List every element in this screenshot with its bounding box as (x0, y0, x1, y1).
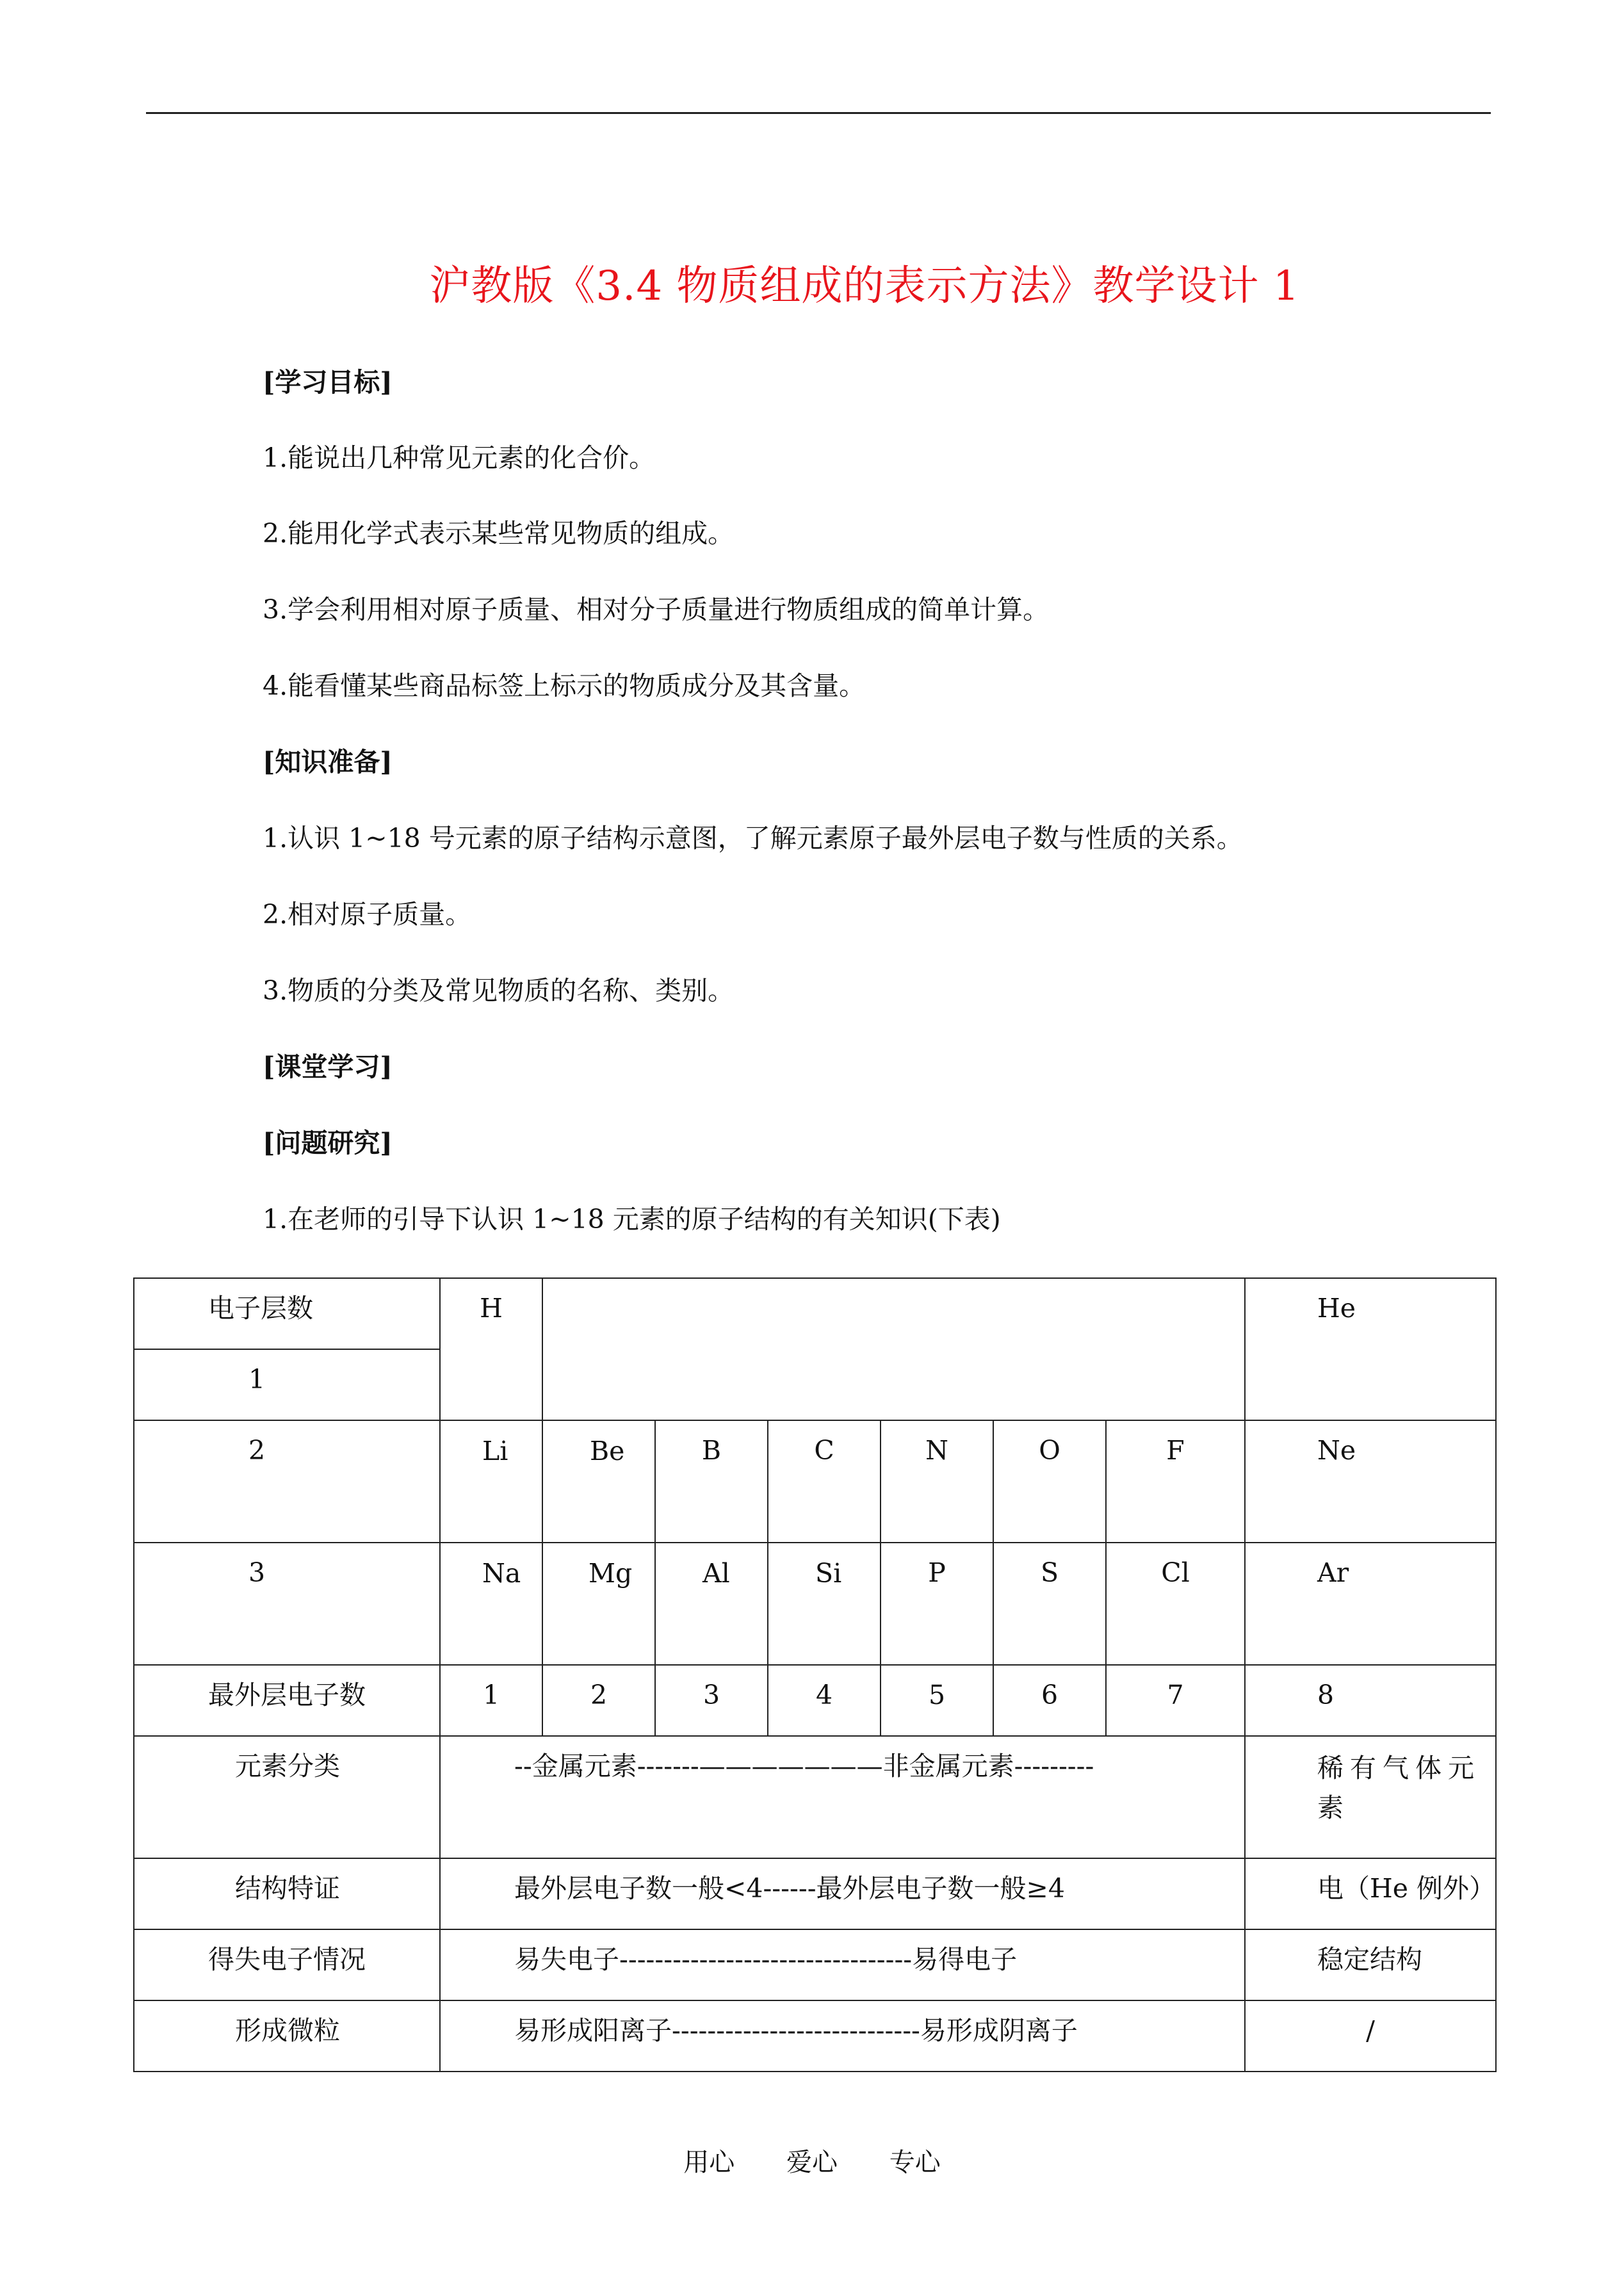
outer-electron-count: 8 (1317, 1680, 1335, 1710)
element-symbol: O (1039, 1435, 1060, 1466)
table-cell (134, 1858, 440, 1929)
table-cell (655, 1543, 768, 1665)
table-cell (1245, 2000, 1496, 2072)
table-cell (440, 1420, 542, 1543)
outer-electron-count: 6 (1041, 1680, 1059, 1710)
element-symbol: He (1317, 1293, 1356, 1324)
table-cell (655, 1665, 768, 1736)
table-cell (440, 1736, 1245, 1858)
row-number: 1 (248, 1364, 266, 1395)
formed-particle: 易形成阳离子----------------------------易形成阴离子 (514, 2015, 1078, 2046)
outer-electron-count: 7 (1167, 1680, 1184, 1710)
research-item: 1.在老师的引导下认识 1~18 元素的原子结构的有关知识(下表) (263, 1204, 1001, 1235)
prep-item: 3.物质的分类及常见物质的名称、类别。 (263, 975, 735, 1006)
element-symbol: S (1040, 1557, 1059, 1588)
table-cell (881, 1420, 993, 1543)
element-symbol: Ar (1317, 1557, 1349, 1588)
table-cell (768, 1420, 881, 1543)
table-cell (134, 1278, 440, 1349)
atomic-structure-table (133, 1277, 1497, 2072)
element-symbol: Si (815, 1558, 842, 1589)
table-cell (768, 1665, 881, 1736)
structure-feature: 最外层电子数一般<4------最外层电子数一般≥4 (514, 1873, 1065, 1904)
table-cell (1245, 1420, 1496, 1543)
table-cell (542, 1420, 655, 1543)
table-cell (440, 1665, 542, 1736)
table-cell (1245, 1736, 1496, 1858)
structure-feature-noble: 电（He 例外） (1317, 1873, 1496, 1904)
goal-item: 1.能说出几种常见元素的化合价。 (263, 442, 656, 473)
goal-item: 2.能用化学式表示某些常见物质的组成。 (263, 518, 735, 549)
element-symbol: F (1166, 1435, 1185, 1466)
table-cell (542, 1278, 1245, 1420)
table-cell (1245, 1858, 1496, 1929)
table-cell (134, 1420, 440, 1543)
row-label: 元素分类 (235, 1751, 340, 1781)
footer-text: 爱心 (786, 2148, 838, 2177)
goals-heading: [学习目标] (263, 367, 393, 398)
row-label: 形成微粒 (235, 2015, 340, 2046)
element-symbol: Li (482, 1436, 508, 1466)
electron-gain-loss-noble: 稳定结构 (1317, 1944, 1422, 1975)
outer-electron-count: 1 (482, 1680, 500, 1710)
electron-gain-loss: 易失电子---------------------------------易得电子 (514, 1944, 1018, 1975)
element-symbol: H (480, 1293, 503, 1324)
research-heading: [问题研究] (263, 1128, 393, 1158)
prep-item: 1.认识 1~18 号元素的原子结构示意图，了解元素原子最外层电子数与性质的关系。 (263, 823, 1243, 854)
element-symbol: Al (702, 1558, 730, 1589)
table-cell (1245, 1543, 1496, 1665)
prep-heading: [知识准备] (263, 747, 393, 777)
table-cell (1106, 1420, 1245, 1543)
table-cell (1106, 1543, 1245, 1665)
element-classification: --金属元素-------———————非金属元素--------- (514, 1751, 1094, 1781)
table-cell (655, 1420, 768, 1543)
table-cell (134, 1929, 440, 2000)
table-cell (542, 1543, 655, 1665)
element-symbol: Cl (1161, 1557, 1190, 1588)
table-cell (542, 1665, 655, 1736)
goal-item: 4.能看懂某些商品标签上标示的物质成分及其含量。 (263, 670, 866, 701)
table-cell (993, 1543, 1106, 1665)
table-cell (1245, 1278, 1496, 1420)
table-cell (134, 1736, 440, 1858)
page-footer (0, 2142, 1624, 2178)
row-label: 得失电子情况 (208, 1944, 366, 1975)
table-cell (1106, 1665, 1245, 1736)
outer-electron-count: 5 (928, 1680, 946, 1710)
element-symbol: P (928, 1557, 946, 1588)
footer-text: 专心 (889, 2148, 941, 2177)
table-cell (993, 1420, 1106, 1543)
element-symbol: N (925, 1435, 948, 1466)
outer-electron-count: 3 (702, 1680, 720, 1710)
table-cell (134, 1543, 440, 1665)
table-cell (881, 1665, 993, 1736)
table-cell (440, 1278, 542, 1420)
table-cell (1245, 1665, 1496, 1736)
table-cell (440, 1543, 542, 1665)
element-symbol: B (701, 1435, 722, 1466)
table-cell (881, 1543, 993, 1665)
formed-particle-noble: / (1366, 2015, 1375, 2046)
element-symbol: Be (590, 1436, 625, 1466)
element-symbol: C (814, 1435, 834, 1466)
outer-electron-count: 4 (815, 1680, 833, 1710)
footer-text: 用心 (683, 2148, 735, 2177)
element-symbol: Mg (589, 1558, 633, 1589)
table-cell (440, 2000, 1245, 2072)
header-rule (146, 112, 1491, 114)
table-cell (134, 2000, 440, 2072)
table-cell (768, 1543, 881, 1665)
goal-item: 3.学会利用相对原子质量、相对分子质量进行物质组成的简单计算。 (263, 594, 1050, 625)
table-cell (134, 1349, 440, 1420)
row-label: 最外层电子数 (208, 1680, 366, 1710)
document-title: 沪教版《3.4 物质组成的表示方法》教学设计 1 (429, 263, 1300, 310)
table-cell (993, 1665, 1106, 1736)
element-symbol: Na (482, 1558, 521, 1589)
row-label: 电子层数 (208, 1293, 313, 1324)
element-symbol: Ne (1317, 1435, 1356, 1466)
row-label: 结构特证 (235, 1873, 340, 1904)
noble-gas-label: 稀有气体元素 (1317, 1753, 1481, 1823)
prep-item: 2.相对原子质量。 (263, 899, 472, 930)
table-cell (440, 1858, 1245, 1929)
row-number: 3 (248, 1557, 266, 1588)
row-number: 2 (248, 1435, 266, 1466)
outer-electron-count: 2 (590, 1680, 608, 1710)
class-heading: [课堂学习] (263, 1051, 393, 1082)
table-cell (134, 1665, 440, 1736)
table-cell (440, 1929, 1245, 2000)
table-cell (1245, 1929, 1496, 2000)
